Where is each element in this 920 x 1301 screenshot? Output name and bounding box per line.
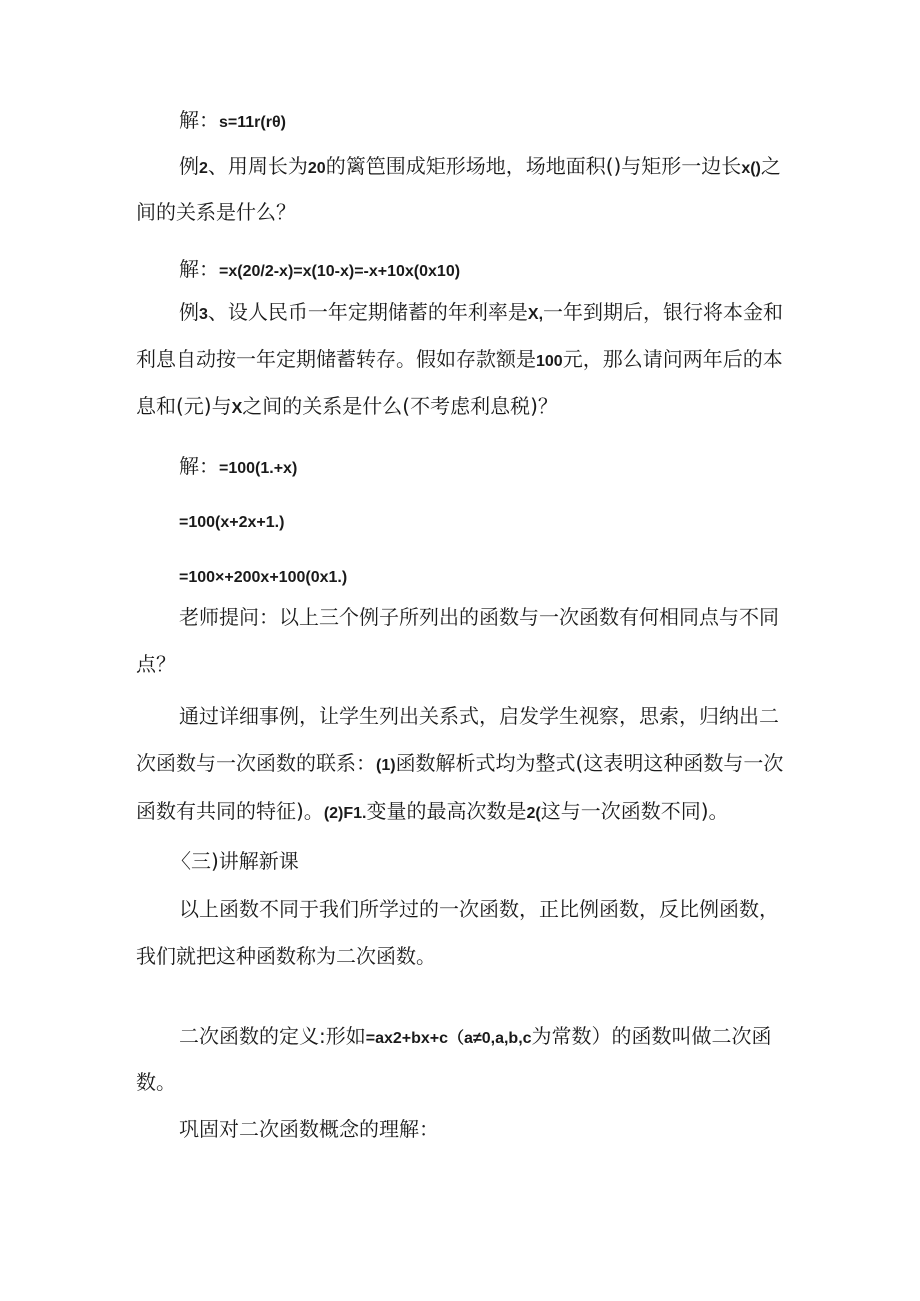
text: 巩固对二次函数概念的理解：	[179, 1117, 439, 1141]
formula-text: =100(x+2x+1.)	[179, 514, 285, 531]
text: 通过详细事例，让学生列出关系式，启发学生视察，思索，归纳出二	[179, 704, 779, 728]
teacher-question-line-1	[179, 603, 779, 631]
example-3-line-3	[136, 392, 558, 423]
formula-text: x()	[741, 160, 761, 177]
text: 的篱笆围成矩形场地，场地面积()与矩形一边长	[325, 154, 742, 178]
text: 例	[179, 300, 199, 324]
formula-text: =ax2+bx+c（a≠0,a,b,c	[365, 1030, 532, 1047]
formula-text: =100(1.+x)	[219, 460, 298, 477]
example-3-line-1	[179, 298, 783, 329]
text: 老师提问：以上三个例子所列出的函数与一次函数有何相同点与不同	[179, 605, 779, 629]
text: 数。	[136, 1070, 176, 1094]
solution-2	[179, 255, 460, 286]
text: 我们就把这种函数称为二次函数。	[136, 944, 436, 968]
label-text: 解：	[179, 454, 219, 478]
text: 为常数）的函数叫做二次函	[531, 1024, 772, 1048]
text: 例	[179, 154, 199, 178]
number-text: 20	[307, 160, 326, 177]
section-heading	[171, 847, 299, 875]
new-lesson-line-2	[136, 942, 436, 970]
text: 函数解析式均为整式(这表明这种函数与一次	[395, 751, 784, 775]
summary-line-2	[136, 749, 783, 780]
number-text: 100	[536, 353, 563, 370]
definition-line-1	[179, 1022, 772, 1053]
new-lesson-line-1	[179, 895, 779, 923]
solution-3-step-3	[179, 561, 347, 592]
variable-text: X,	[527, 306, 544, 323]
text: 函数有共同的特征)。	[136, 799, 324, 823]
text: 点？	[136, 652, 176, 676]
solution-3-step-1	[179, 452, 297, 483]
number-text: 2	[199, 160, 208, 177]
heading-text: 〈三)讲解新课	[171, 849, 299, 873]
text: 利息自动按一年定期储蓄转存。假如存款额是	[136, 347, 536, 371]
summary-line-1	[179, 702, 779, 730]
text: 间的关系是什么？	[136, 200, 296, 224]
label-text: 解：	[179, 108, 219, 132]
text: 变量的最高次数是	[366, 799, 527, 823]
number-text: 3	[199, 306, 208, 323]
text: 、用周长为	[207, 154, 308, 178]
text: 以上函数不同于我们所学过的一次函数，正比例函数，反比例函数，	[179, 897, 779, 921]
example-2-line-2	[136, 198, 296, 226]
example-2-line-1	[179, 152, 781, 183]
label-text: 解：	[179, 257, 219, 281]
variable-text: X	[231, 400, 243, 417]
consolidation-line	[179, 1115, 439, 1143]
text: 之间的关系是什么(不考虑利息税)？	[242, 394, 558, 418]
text: 息和(元)与	[136, 394, 232, 418]
summary-line-3	[136, 797, 729, 828]
number-text: 2(	[526, 805, 541, 822]
example-3-line-2	[136, 345, 783, 376]
text: 一年到期后，银行将本金和	[543, 300, 784, 324]
text: 二次函数的定义:形如	[179, 1024, 366, 1048]
number-text: (1)	[376, 757, 396, 774]
number-text: (2)F1.	[323, 805, 367, 822]
formula-text: =100×+200x+100(0x1.)	[179, 569, 348, 586]
definition-line-2	[136, 1068, 176, 1096]
text: 这与一次函数不同)。	[540, 799, 729, 823]
formula-text: s=11r(rθ)	[219, 114, 286, 131]
solution-3-step-2	[179, 506, 284, 537]
text: 之	[760, 154, 781, 178]
teacher-question-line-2	[136, 650, 176, 678]
text: 元，那么请问两年后的本	[562, 347, 783, 371]
text: 、设人民币一年定期储蓄的年利率是	[207, 300, 528, 324]
formula-text: =x(20/2-x)=x(10-x)=-x+10x(0x10)	[219, 263, 461, 280]
text: 次函数与一次函数的联系：	[136, 751, 376, 775]
solution-1	[179, 106, 286, 137]
